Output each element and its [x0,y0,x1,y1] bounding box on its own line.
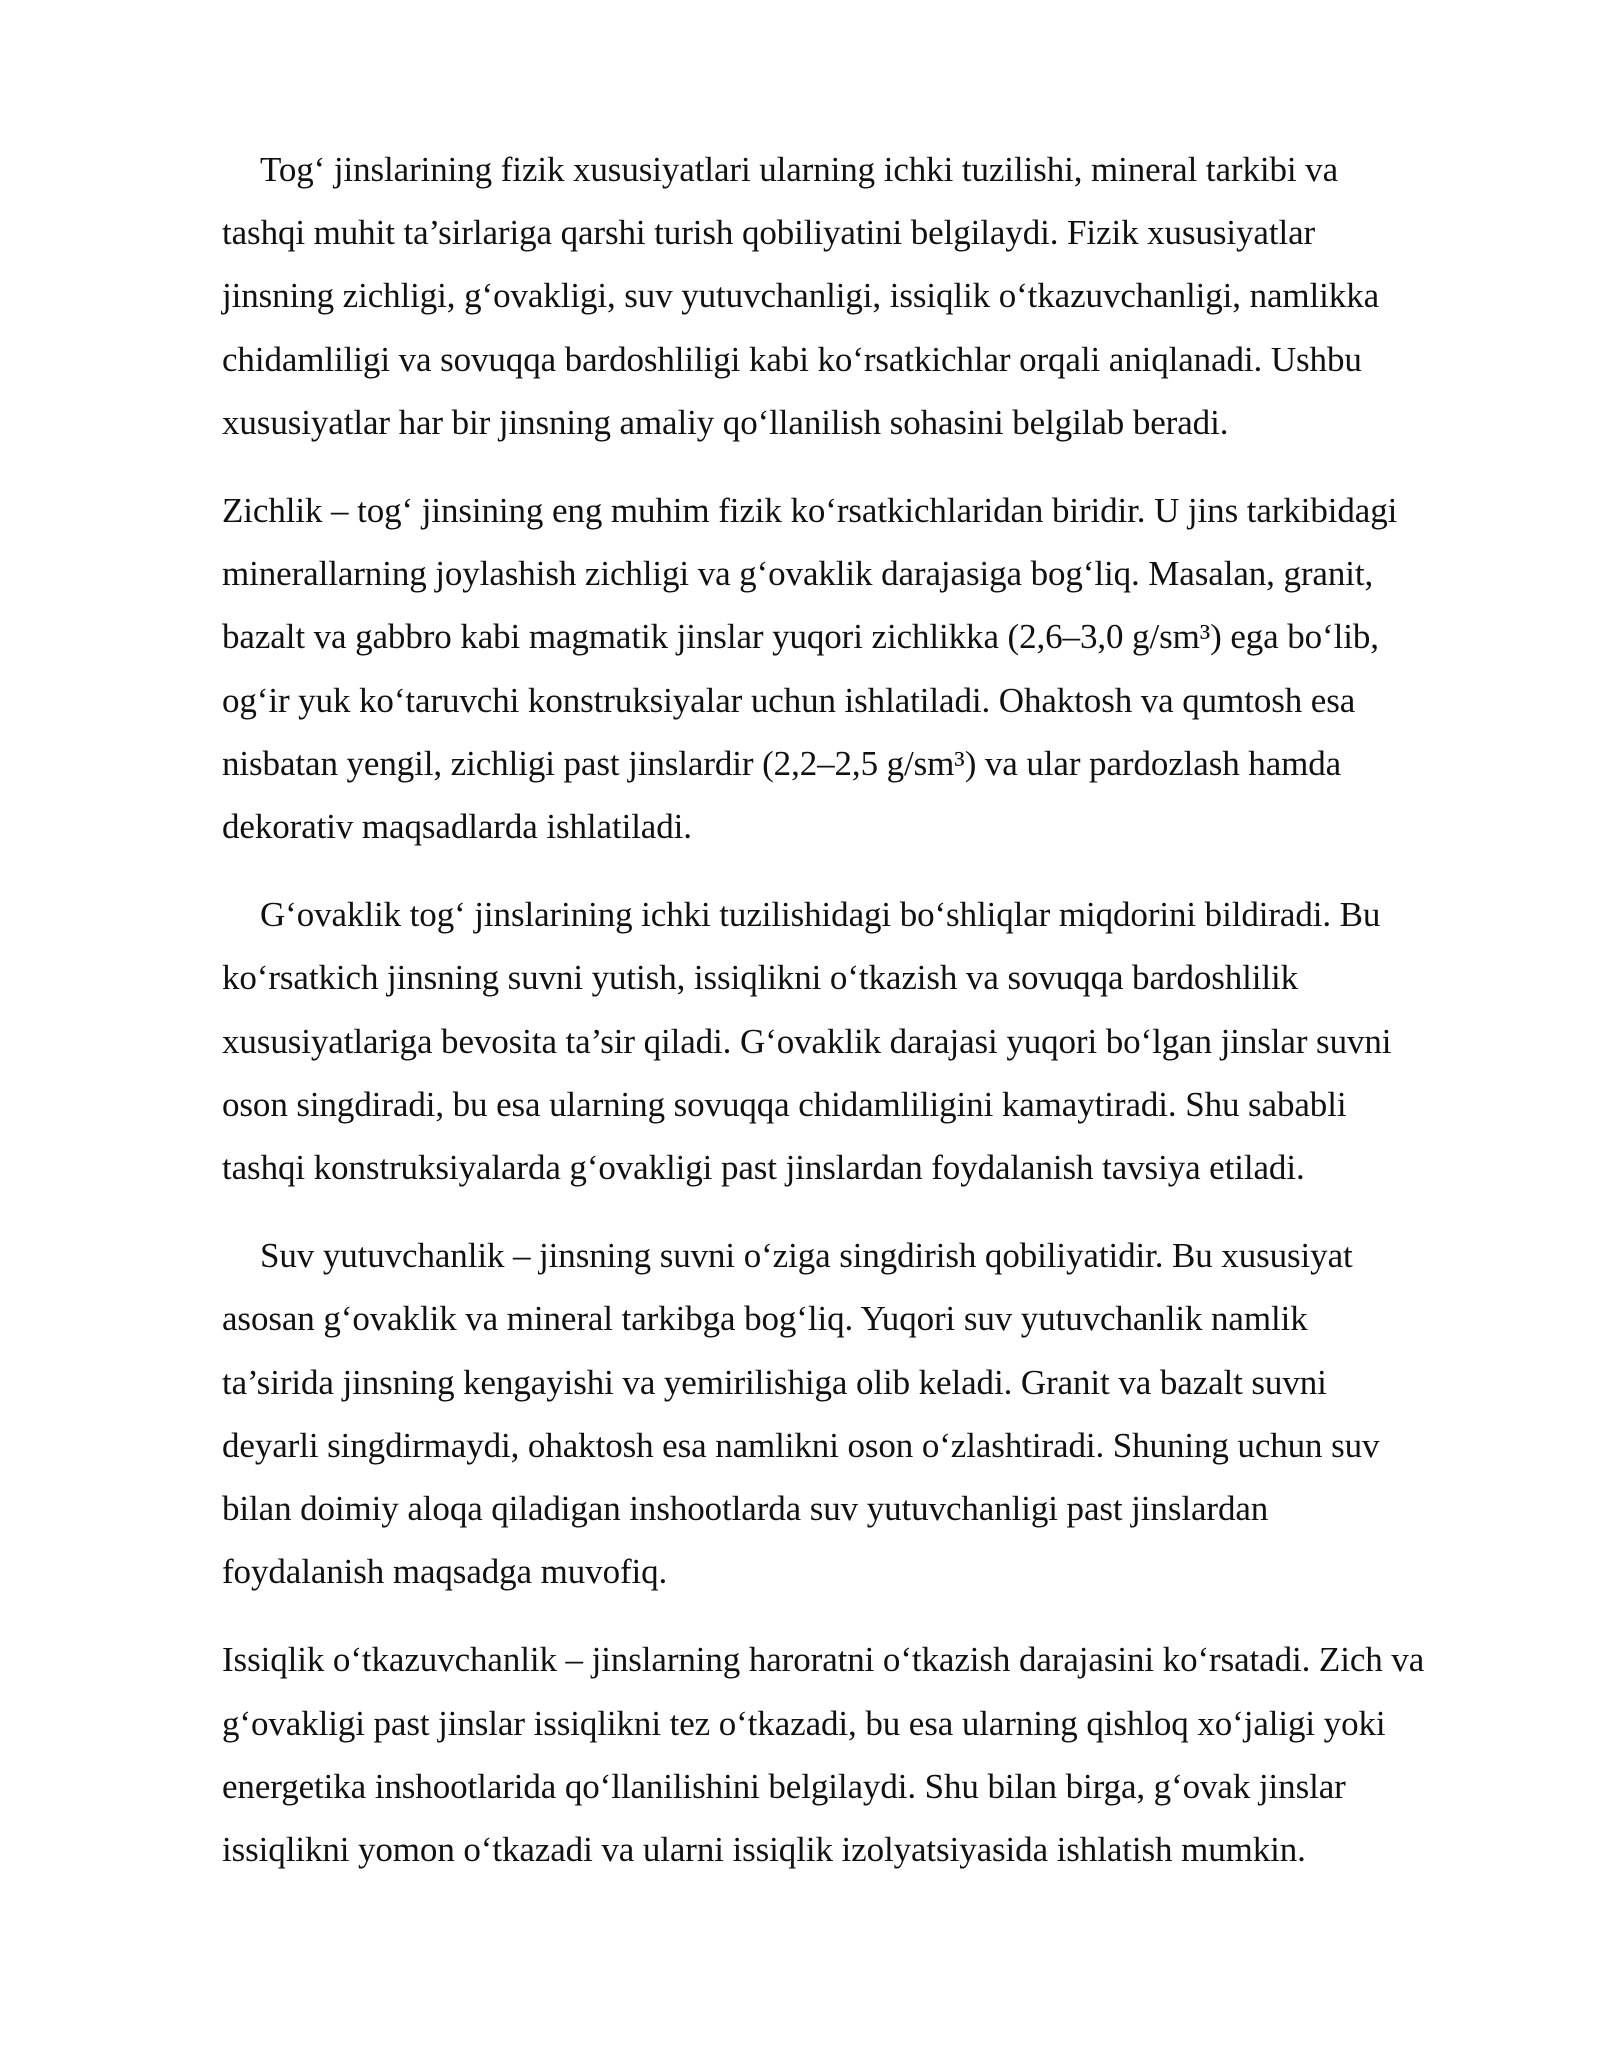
text-line: G‘ovaklik tog‘ jinslarining ichki tuzilishidagi bo‘shliqlar miqdorini bildiradi. Bu [260,895,1381,935]
paragraph-thermal-conductivity [222,1628,1522,1881]
text-line: ko‘rsatkich jinsning suvni yutish, issiqlikni o‘tkazish va sovuqqa bardoshlilik [222,958,1299,998]
text-line: jinsning zichligi, g‘ovakligi, suv yutuvchanligi, issiqlik o‘tkazuvchanligi, namlikka [222,276,1380,316]
text-line: Tog‘ jinslarining fizik xususiyatlari ularning ichki tuzilishi, mineral tarkibi va [260,150,1339,189]
text-line: minerallarning joylashish zichligi va g‘ovaklik darajasiga bog‘liq. Masalan, granit, [222,554,1374,594]
text-line: ta’sirida jinsning kengayishi va yemirilishiga olib keladi. Granit va bazalt suvni [222,1362,1327,1402]
text-line: xususiyatlar har bir jinsning amaliy qo‘llanilish sohasini belgilab beradi. [222,402,1229,442]
text-line: oson singdiradi, bu esa ularning sovuqqa chidamliligini kamaytiradi. Shu sababli [222,1084,1347,1124]
text-line: tashqi konstruksiyalarda g‘ovakligi past jinslardan foydalanish tavsiya etiladi. [222,1148,1305,1188]
text-line: bilan doimiy aloqa qiladigan inshootlarda suv yutuvchanligi past jinslardan [222,1489,1269,1529]
text-line: nisbatan yengil, zichligi past jinslardir (2,2–2,5 g/sm³) va ular pardozlash hamda [222,743,1342,783]
paragraph-porosity [222,883,1522,1199]
text-line: chidamliligi va sovuqqa bardoshliligi kabi ko‘rsatkichlar orqali aniqlanadi. Ushbu [222,339,1362,379]
text-line: Issiqlik o‘tkazuvchanlik – jinslarning haroratni o‘tkazish darajasini ko‘rsatadi. Zich va [222,1640,1425,1680]
paragraph-physical-properties [222,138,1522,454]
text-line: issiqlikni yomon o‘tkazadi va ularni issiqlik izolyatsiyasida ishlatish mumkin. [222,1830,1306,1870]
text-line: Zichlik – tog‘ jinsining eng muhim fizik ko‘rsatkichlaridan biridir. U jins tarkibidagi [222,491,1398,531]
text-line: bazalt va gabbro kabi magmatik jinslar yuqori zichlikka (2,6–3,0 g/sm³) ega bo‘lib, [222,617,1379,657]
document-body [222,138,1522,1906]
paragraph-water-absorption [222,1224,1522,1603]
paragraph-density [222,479,1522,858]
text-line: energetika inshootlarida qo‘llanilishini belgilaydi. Shu bilan birga, g‘ovak jinslar [222,1766,1346,1806]
text-line: foydalanish maqsadga muvofiq. [222,1552,668,1592]
text-line: tashqi muhit ta’sirlariga qarshi turish qobiliyatini belgilaydi. Fizik xususiyatlar [222,213,1316,253]
text-line: og‘ir yuk ko‘taruvchi konstruksiyalar uchun ishlatiladi. Ohaktosh va qumtosh esa [222,680,1356,720]
text-line: dekorativ maqsadlarda ishlatiladi. [222,807,692,847]
text-line: Suv yutuvchanlik – jinsning suvni o‘ziga singdirish qobiliyatidir. Bu xususiyat [260,1236,1353,1276]
text-line: xususiyatlariga bevosita ta’sir qiladi. G‘ovaklik darajasi yuqori bo‘lgan jinslar suvni [222,1021,1392,1061]
text-line: g‘ovakligi past jinslar issiqlikni tez o‘tkazadi, bu esa ularning qishloq xo‘jaligi yoki [222,1703,1386,1743]
text-line: asosan g‘ovaklik va mineral tarkibga bog‘liq. Yuqori suv yutuvchanlik namlik [222,1299,1308,1339]
text-line: deyarli singdirmaydi, ohaktosh esa namlikni oson o‘zlashtiradi. Shuning uchun suv [222,1425,1380,1465]
